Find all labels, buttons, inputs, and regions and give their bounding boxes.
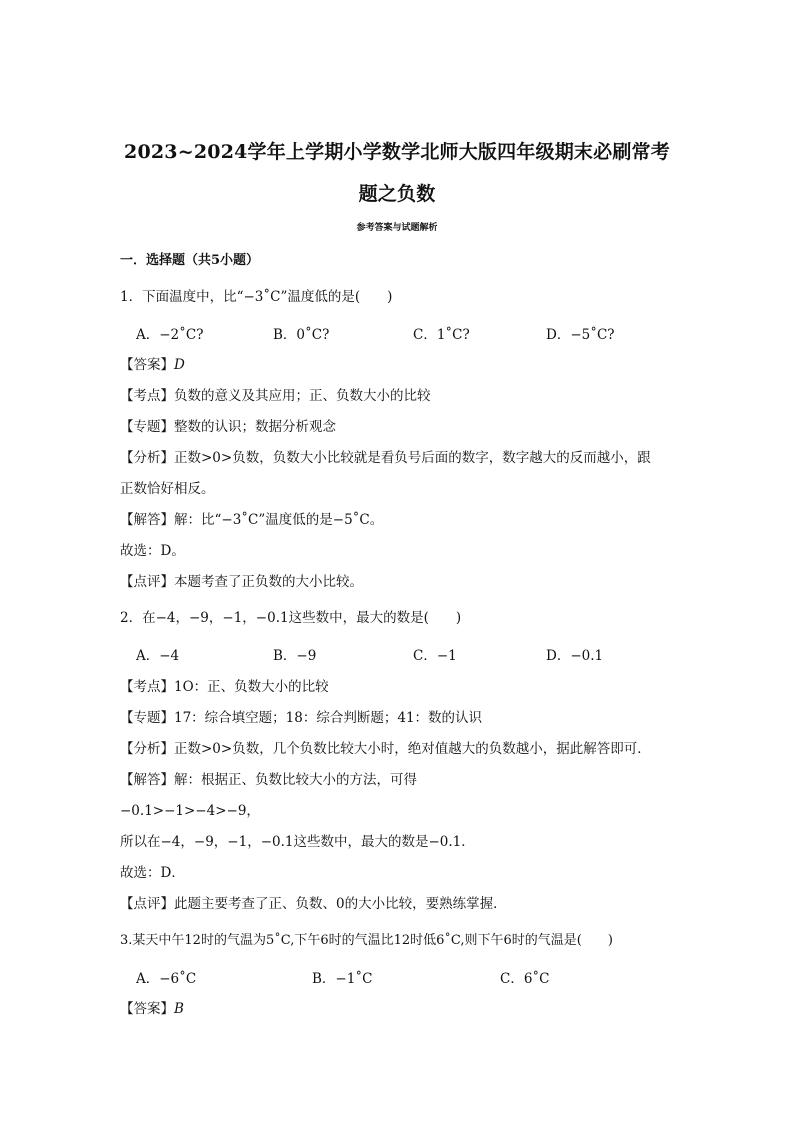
q1-jieda-row (120, 508, 383, 528)
q1-option-b: B．0˚C? (273, 327, 330, 343)
q2-option-c: C．−1 (413, 648, 457, 664)
q2-stem: 2．在−4，−9，−1，−0.1这些数中，最大的数是( ) (120, 610, 462, 626)
document-title-line-1: 2023~2024学年上学期小学数学北师大版四年级期末必刷常考 (124, 141, 670, 163)
document-subtitle: 参考答案与试题解析 (356, 223, 438, 233)
q1-fenxi-row (120, 446, 651, 466)
q1-option-c: C．1˚C? (413, 327, 470, 343)
q2-guxuan: 故选：D． (120, 865, 185, 881)
q2-option-d: D．−0.1 (546, 648, 604, 664)
section-heading: 一．选择题（共5小题） (120, 253, 260, 268)
q3-stem: 3.某天中午12时的气温为5˚C,下午6时的气温比12时低6˚C,则下午6时的气温是( ) (120, 933, 613, 948)
q2-jieda-tag: 【解答】 (120, 772, 174, 788)
q2-option-a: A．−4 (136, 648, 180, 664)
q1-fenxi-line-1: 正数>0>负数，负数大小比较就是看负号后面的数字，数字越大的反而越小，跟 (174, 450, 651, 466)
q1-answer-row (120, 353, 185, 373)
q2-zhuanti-row (120, 706, 482, 726)
q2-option-b: B．−9 (273, 648, 317, 664)
q1-dianping-row (120, 570, 363, 590)
q1-jieda-tag: 【解答】 (120, 512, 174, 528)
q2-step-2: 所以在−4，−9，−1，−0.1这些数中，最大的数是−0.1． (120, 834, 475, 850)
q1-kaodian-tag: 【考点】 (120, 388, 174, 404)
q1-answer: D (174, 357, 185, 373)
q2-fenxi-tag: 【分析】 (120, 741, 174, 757)
q2-step-1: −0.1>−1>−4>−9， (120, 803, 260, 819)
q2-kaodian: 1O：正、负数大小的比较 (174, 679, 329, 695)
q1-dianping-tag: 【点评】 (120, 574, 174, 590)
q3-answer-row (120, 997, 184, 1017)
q2-zhuanti-tag: 【专题】 (120, 710, 174, 726)
q2-kaodian-tag: 【考点】 (120, 679, 174, 695)
q2-jieda: 解：根据正、负数比较大小的方法，可得 (174, 772, 417, 788)
q2-zhuanti: 17：综合填空题；18：综合判断题；41：数的认识 (174, 710, 483, 726)
q1-answer-tag: 【答案】 (120, 357, 174, 373)
q1-kaodian-row (120, 384, 431, 404)
q3-option-a: A．−6˚C (136, 971, 197, 987)
q2-fenxi: 正数>0>负数，几个负数比较大小时，绝对值越大的负数越小，据此解答即可． (174, 741, 651, 757)
document-title-line-2: 题之负数 (358, 183, 436, 205)
q3-option-b: B．−1˚C (312, 971, 373, 987)
q2-jieda-row (120, 768, 417, 788)
q1-fenxi-tag: 【分析】 (120, 450, 174, 466)
q1-option-a: A．−2˚C? (136, 327, 204, 343)
q1-dianping: 本题考查了正负数的大小比较。 (174, 574, 363, 590)
q2-kaodian-row (120, 675, 329, 695)
q1-guxuan: 故选：D。 (120, 543, 185, 559)
q3-answer: B (174, 1001, 184, 1017)
q1-stem: 1．下面温度中，比“−3˚C”温度低的是( ) (120, 289, 393, 305)
q2-fenxi-row (120, 737, 651, 757)
q1-jieda: 解：比“−3˚C”温度低的是−5˚C。 (174, 512, 384, 528)
q1-kaodian: 负数的意义及其应用；正、负数大小的比较 (174, 388, 431, 404)
q1-fenxi-line-2: 正数恰好相反。 (120, 481, 215, 497)
q1-zhuanti-row (120, 415, 336, 435)
q3-option-c: C．6˚C (500, 971, 550, 987)
q2-dianping-row (120, 892, 507, 912)
q2-dianping: 此题主要考查了正、负数、0的大小比较，要熟练掌握． (174, 896, 507, 912)
q1-zhuanti-tag: 【专题】 (120, 419, 174, 435)
q1-option-d: D．−5˚C? (546, 327, 615, 343)
q3-answer-tag: 【答案】 (120, 1001, 174, 1017)
q2-dianping-tag: 【点评】 (120, 896, 174, 912)
q1-zhuanti: 整数的认识；数据分析观念 (174, 419, 336, 435)
